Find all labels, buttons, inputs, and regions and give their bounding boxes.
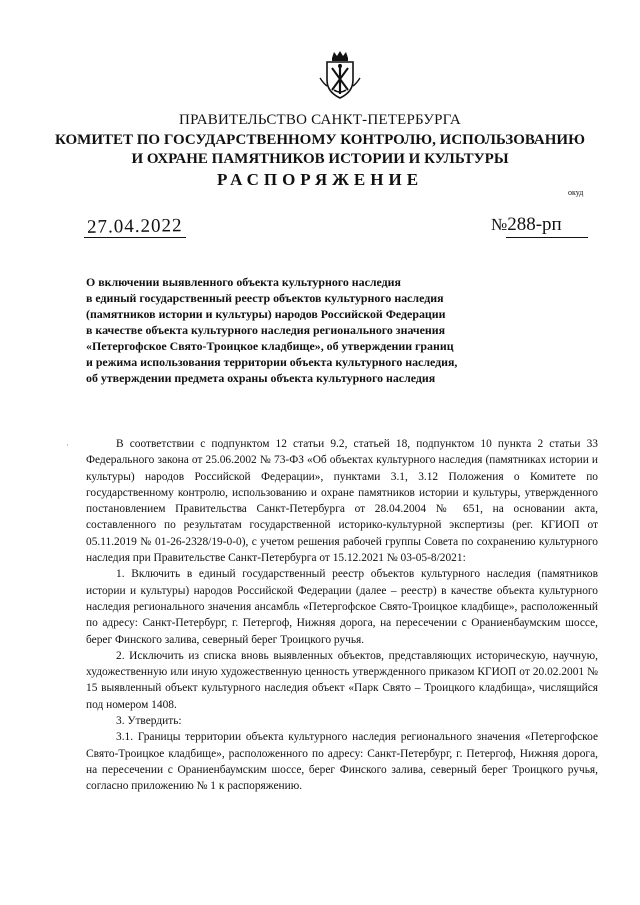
okud-label: окуд [568, 188, 584, 197]
committee-title-line2: И ОХРАНЕ ПАМЯТНИКОВ ИСТОРИИ И КУЛЬТУРЫ [131, 151, 509, 167]
committee-title-line1: КОМИТЕТ ПО ГОСУДАРСТВЕННОМУ КОНТРОЛЮ, ИСПОЛЬЗОВАНИЮ [55, 132, 585, 148]
preamble-paragraph: В соответствии с подпунктом 12 статьи 9.2, статьей 18, подпунктом 10 пункта 2 статьи 33 Федерального закона от 25.06.2002 № 73-ФЗ «Об объектах культурного наследия (памятниках истории и культуры) народов Российской Федерации», пунктами 3.1, 3.12 Положения о Комитете по государственному контролю, использованию и охране памятников истории и культуры, утвержденного постановлением Правительства Санкт-Петербурга от 28.04.2004 № 651, на основании акта, составленного по результатам государственной историко-культурной экспертизы (рег. КГИОП от 05.11.2019 № 01-26-2328/19-0-0), с учетом решения рабочей группы Совета по сохранению культурного наследия при Правительстве Санкт-Петербурга от 15.12.2021 № 03-05-8/2021: [86, 438, 598, 565]
number-sign: № [491, 215, 508, 234]
subject-line: в единый государственный реестр объектов культурного наследия [86, 291, 444, 305]
clause-3-1-paragraph: 3.1. Границы территории объекта культурного наследия регионального значения «Петергофское Свято-Троицкое кладбище», расположенного по адресу: Санкт-Петербург, г. Петергоф, Нижняя дорога, на пересечении с Ораниенбаумским шоссе, берег Финского залива, северный берег Троицкого ручья, согласно приложению № 1 к распоряжению. [86, 731, 598, 793]
subject-line: О включении выявленного объекта культурного наследия [86, 275, 401, 289]
document-type: РАСПОРЯЖЕНИЕ [216, 170, 424, 189]
document-date: 27.04.2022 [86, 215, 183, 238]
document-subject [86, 274, 516, 386]
subject-line: «Петергофское Свято-Троицкое кладбище», об утверждении границ [86, 339, 454, 353]
clause-3-heading: 3. Утвердить: [116, 715, 182, 728]
subject-line: об утверждении предмета охраны объекта культурного наследия [86, 371, 436, 385]
document-body [86, 436, 598, 795]
subject-line: в качестве объекта культурного наследия регионального значения [86, 323, 446, 337]
subject-line: (памятников истории и культуры) народов Российской Федерации [86, 307, 446, 321]
document-number-block [491, 214, 562, 236]
date-underline [84, 237, 186, 238]
margin-mark: · [66, 440, 69, 450]
subject-line: и режима использования территории объекта культурного наследия, [86, 355, 458, 369]
number-underline [506, 237, 588, 238]
clause-2-paragraph: 2. Исключить из списка вновь выявленных объектов, представляющих историческую, научную, художественную или иную художественную ценность утвержденного приказом КГИОП от 20.02.2001 № 15 выявленный объект культурного наследия объект «Парк Свято – Троицкого кладбища», числящийся под номером 1408. [86, 649, 598, 711]
coat-of-arms-icon [318, 50, 362, 102]
government-title: ПРАВИТЕЛЬСТВО САНКТ-ПЕТЕРБУРГА [179, 112, 461, 128]
clause-1-paragraph: 1. Включить в единый государственный реестр объектов культурного наследия (памятников истории и культуры) народов Российской Федерации (далее – реестр) в качестве объекта культурного наследия регионального значения ансамбль «Петергофское Свято-Троицкое кладбище», расположенный по адресу: Санкт-Петербург, г. Петергоф, Нижняя дорога, на пересечении с Ораниенбаумским шоссе, берег Финского залива, северный берег Троицкого ручья. [86, 568, 598, 646]
document-number: 288-рп [507, 214, 562, 235]
